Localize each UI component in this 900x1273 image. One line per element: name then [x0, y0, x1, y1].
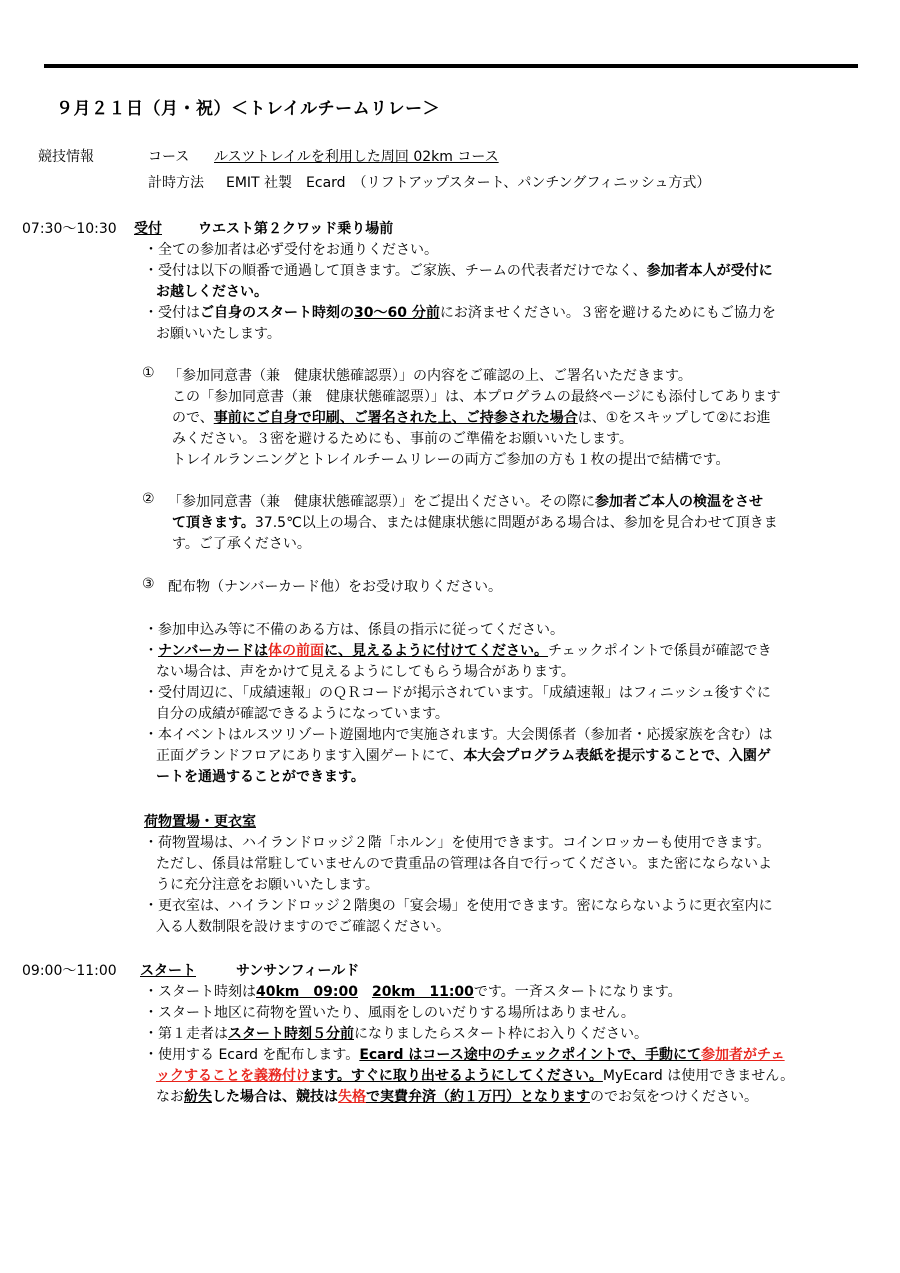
- reception-time: 07:30～10:30: [22, 221, 117, 237]
- timing-key: 計時方法: [148, 175, 204, 191]
- start-line-6: なお紛失した場合は、競技は失格で実費弁済（約１万円）となりますのでお気をつけください。: [156, 1089, 758, 1105]
- note-line-5: 自分の成績が確認できるようになっています。: [156, 706, 449, 722]
- step-2-line-1: 「参加同意書（兼 健康状態確認票）」をご提出ください。その際に参加者ご本人の検温をさせ: [168, 494, 763, 510]
- reception-line-1: ・全ての参加者は必ず受付をお通りください。: [144, 242, 438, 258]
- start-place: サンサンフィールド: [236, 963, 360, 979]
- baggage-heading: 荷物置場・更衣室: [144, 814, 256, 830]
- note-line-3: ない場合は、声をかけて見えるようにしてもらう場合があります。: [156, 664, 575, 680]
- start-heading: スタート: [140, 963, 196, 979]
- step-3-number: ③: [142, 576, 155, 592]
- baggage-line-3: うに充分注意をお願いいたします。: [156, 877, 379, 893]
- note-line-6: ・本イベントはルスツリゾート遊園地内で実施されます。大会関係者（参加者・応援家族を含む）は: [144, 727, 773, 743]
- course-key: コース: [148, 149, 190, 165]
- competition-info-label: 競技情報: [38, 149, 94, 165]
- start-time: 09:00～11:00: [22, 963, 117, 979]
- start-line-1: ・スタート時刻は40km 09:00 20km 11:00です。一斉スタートになります。: [144, 984, 682, 1000]
- step-1-line-1: 「参加同意書（兼 健康状態確認票）」の内容をご確認の上、ご署名いただきます。: [168, 368, 692, 384]
- step-1-line-4: みください。３密を避けるためにも、事前のご準備をお願いいたします。: [172, 431, 633, 447]
- note-line-2: ・ナンバーカードは体の前面に、見えるように付けてください。チェックポイントで係員が確認でき: [144, 643, 772, 659]
- reception-line-5: お願いいたします。: [156, 326, 281, 342]
- page-title: ９月２１日（月・祝）＜トレイルチームリレー＞: [56, 99, 441, 119]
- step-2-line-2: て頂きます。37.5℃以上の場合、または健康状態に問題がある場合は、参加を見合わせて頂きま: [172, 515, 778, 531]
- reception-heading: 受付: [134, 221, 162, 237]
- top-rule: [44, 64, 858, 68]
- note-line-1: ・参加申込み等に不備のある方は、係員の指示に従ってください。: [144, 622, 564, 638]
- start-line-4: ・使用する Ecard を配布します。Ecard はコース途中のチェックポイントで、手動にて参加者がチェ: [144, 1047, 785, 1063]
- reception-place: ウエスト第２クワッド乗り場前: [198, 221, 394, 237]
- course-value: ルスツトレイルを利用した周回 02km コース: [214, 149, 499, 165]
- step-1-line-3: ので、事前にご自身で印刷、ご署名された上、ご持参された場合は、①をスキップして②にお進: [172, 410, 771, 426]
- baggage-line-5: 入る人数制限を設けますのでご確認ください。: [156, 919, 450, 935]
- timing-value: EMIT 社製 Ecard （リフトアップスタート、パンチングフィニッシュ方式）: [226, 175, 711, 191]
- step-3-line-1: 配布物（ナンバーカード他）をお受け取りください。: [168, 579, 503, 595]
- step-1-line-2: この「参加同意書（兼 健康状態確認票）」は、本プログラムの最終ページにも添付してあります: [172, 389, 781, 405]
- note-line-8: ートを通過することができます。: [156, 769, 365, 785]
- baggage-line-4: ・更衣室は、ハイランドロッジ２階奥の「宴会場」を使用できます。密にならないように更衣室内に: [144, 898, 773, 914]
- step-1-line-5: トレイルランニングとトレイルチームリレーの両方ご参加の方も１枚の提出で結構です。: [172, 452, 730, 468]
- reception-line-2: ・受付は以下の順番で通過して頂きます。ご家族、チームの代表者だけでなく、参加者本人が受付に: [144, 263, 773, 279]
- start-line-5: ックすることを義務付けます。すぐに取り出せるようにしてください。MyEcard は使用できません。: [156, 1068, 795, 1084]
- note-line-4: ・受付周辺に、「成績速報」のＱＲコードが掲示されています。「成績速報」はフィニッシュ後すぐに: [144, 685, 771, 701]
- step-2-number: ②: [142, 491, 155, 507]
- baggage-line-2: ただし、係員は常駐していませんので貴重品の管理は各自で行ってください。また密にならないよ: [156, 856, 772, 872]
- baggage-line-1: ・荷物置場は、ハイランドロッジ２階「ホルン」を使用できます。コインロッカーも使用できます。: [144, 835, 771, 851]
- reception-line-4: ・受付はご自身のスタート時刻の30～60 分前にお済ませください。３密を避けるためにもご協力を: [144, 305, 776, 321]
- start-line-3: ・第１走者はスタート時刻５分前になりましたらスタート枠にお入りください。: [144, 1026, 648, 1042]
- step-1-number: ①: [142, 365, 155, 381]
- note-line-7: 正面グランドフロアにあります入園ゲートにて、本大会プログラム表紙を提示することで、入園ゲ: [156, 748, 771, 764]
- reception-line-3: お越しください。: [156, 284, 268, 300]
- start-line-2: ・スタート地区に荷物を置いたり、風雨をしのいだりする場所はありません。: [144, 1005, 635, 1021]
- step-2-line-3: す。ご了承ください。: [172, 536, 311, 552]
